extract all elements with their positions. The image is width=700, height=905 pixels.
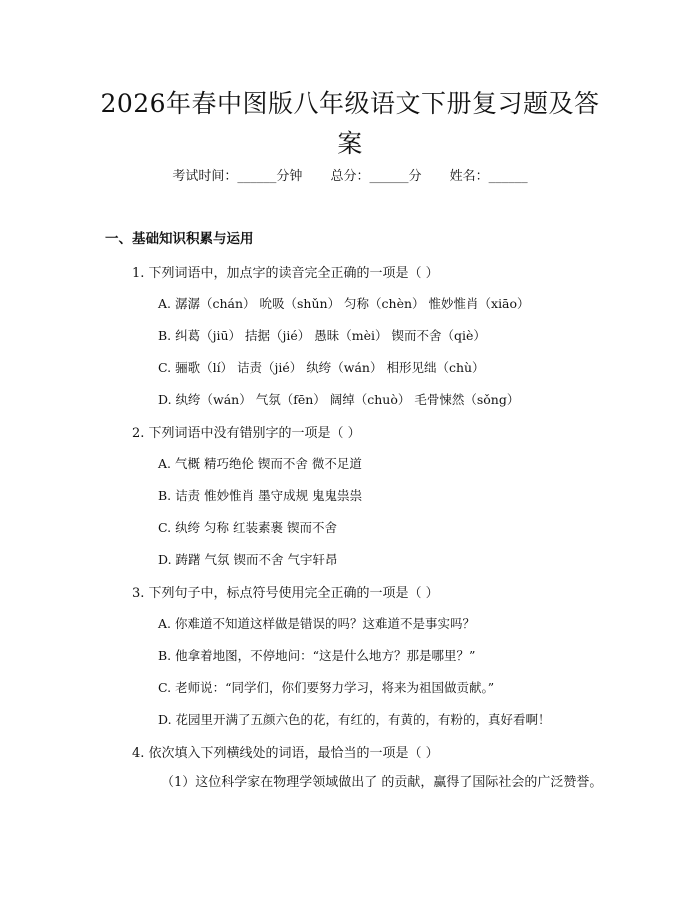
question-2-stem: 2. 下列词语中没有错别字的一项是（ ） [132, 426, 361, 441]
question-3-option-c: C. 老师说：“同学们，你们要努力学习，将来为祖国做贡献。” [158, 680, 495, 695]
total-score-field: 总分：______分 [330, 169, 422, 184]
question-1-option-d: D. 纨绔（wán） 气氛（fēn） 阔绰（chuò） 毛骨悚然（sǒng） [158, 392, 520, 407]
question-2-option-a: A. 气概 精巧绝伦 锲而不舍 微不足道 [158, 456, 362, 471]
question-1-stem: 1. 下列词语中，加点字的读音完全正确的一项是（ ） [132, 266, 439, 281]
exam-time-field: 考试时间：______分钟 [172, 169, 303, 184]
question-1-option-a: A. 潺潺（chán） 吮吸（shǔn） 匀称（chèn） 惟妙惟肖（xiāo） [158, 296, 530, 311]
question-3-stem: 3. 下列句子中，标点符号使用完全正确的一项是（ ） [132, 586, 439, 601]
question-3-option-d: D. 花园里开满了五颜六色的花，有红的，有黄的，有粉的，真好看啊！ [158, 712, 551, 727]
question-3-option-b: B. 他拿着地图，不停地问：“这是什么地方？那是哪里？” [158, 648, 476, 663]
exam-info-line [0, 166, 700, 188]
question-2-option-d: D. 踌躇 气氛 锲而不舍 气宇轩昂 [158, 552, 338, 567]
question-1-option-c: C. 骊歌（lí） 诘责（jié） 纨绔（wán） 相形见绌（chù） [158, 360, 485, 375]
student-name-field: 姓名：______ [449, 169, 528, 184]
question-2-option-b: B. 诘责 惟妙惟肖 墨守成规 鬼鬼祟祟 [158, 488, 363, 503]
section-heading: 一、基础知识积累与运用 [105, 231, 254, 247]
document-title: 2026年春中图版八年级语文下册复习题及答案 [100, 89, 600, 158]
question-3-option-a: A. 你难道不知道这样做是错误的吗？这难道不是事实吗？ [158, 616, 475, 631]
question-4-paragraph-1: （1）这位科学家在物理学领域做出了 的贡献，赢得了国际社会的广泛赞誉。 [161, 775, 603, 790]
question-4-stem: 4. 依次填入下列横线处的词语，最恰当的一项是（ ） [132, 746, 439, 761]
question-1-option-b: B. 纠葛（jiū） 拮据（jié） 愚昧（mèi） 锲而不舍（qiè） [158, 328, 486, 343]
question-2-option-c: C. 纨绔 匀称 红装素裹 锲而不舍 [158, 520, 337, 535]
